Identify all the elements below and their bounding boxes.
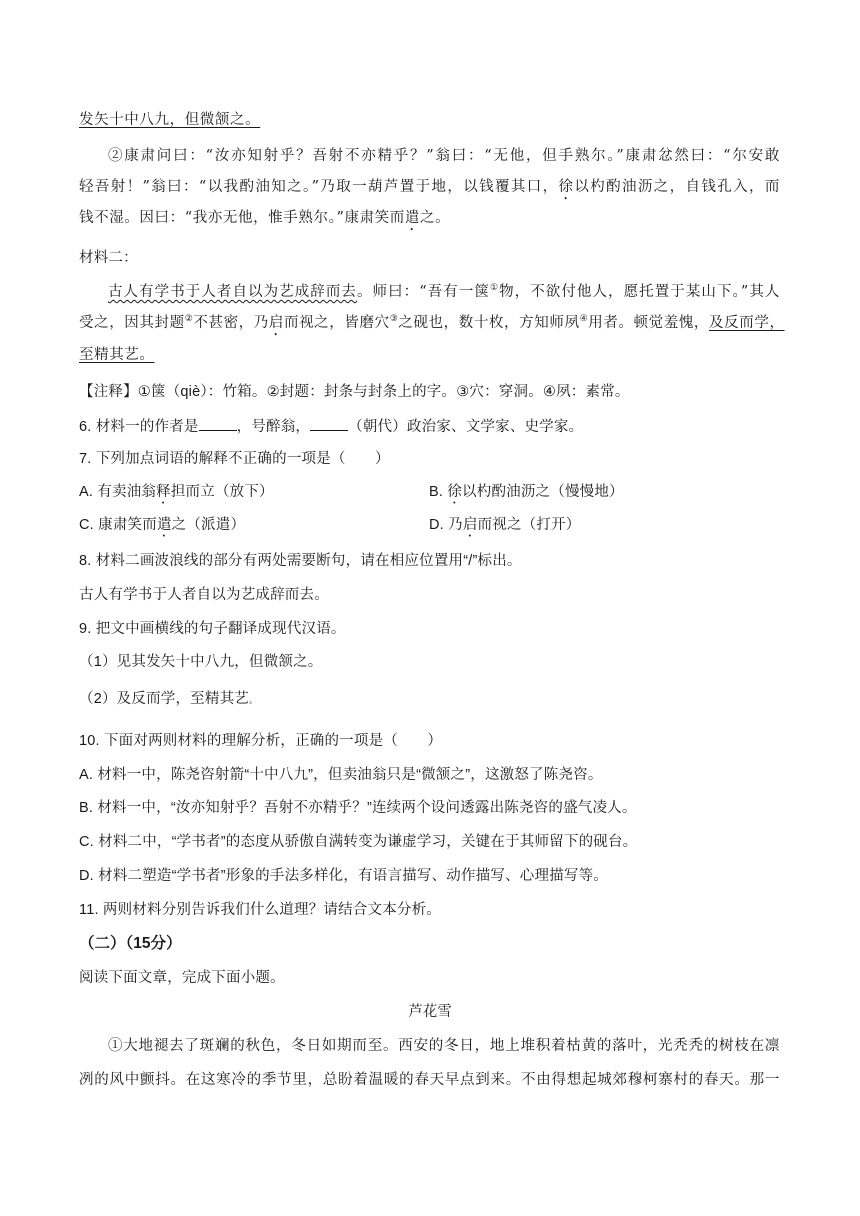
q7-option-b: B. 徐以杓酌油沥之（慢慢地） <box>429 484 624 500</box>
material1-paragraph2-line1: ②康肃问曰：“汝亦知射乎？吾射不亦精乎？”翁曰：“无他，但手熟尔。”康肃忿然曰：“尔安敢 <box>108 148 780 164</box>
section-2-heading: （二）（15分） <box>79 935 182 952</box>
q7-option-a: A. 有卖油翁释担而立（放下） <box>79 484 274 500</box>
dotted-char-qian: 遣 <box>404 210 420 226</box>
question-6: 6. 材料一的作者是 ，号醉翁， （朝代）政治家、文学家、史学家。 <box>79 416 780 437</box>
question-8-sentence: 古人有学书于人者自以为艺成辞而去。 <box>79 587 329 603</box>
question-9-item-2: （2）及反而学，至精其艺。 <box>79 691 259 707</box>
material2-heading: 材料二： <box>79 250 138 266</box>
question-7-stem: 7. 下列加点词语的解释不正确的一项是（ ） <box>79 451 390 467</box>
q10-option-b: B. 材料一中，“汝亦知射乎？吾射不亦精乎？”连续两个设问透露出陈尧咨的盛气凌人。 <box>79 800 637 816</box>
article-paragraph1-line2: 冽的风中颤抖。在这寒冷的季节里，总盼着温暖的春天早点到来。不由得想起城郊穆柯寨村的春天。那一 <box>79 1072 780 1088</box>
question-9-item-1: （1）见其发矢十中八九，但微颔之。 <box>79 654 323 670</box>
section-2-instruction: 阅读下面文章，完成下面小题。 <box>79 970 285 986</box>
q10-option-d: D. 材料二塑造“学书者”形象的手法多样化，有语言描写、动作描写、心理描写等。 <box>79 868 608 884</box>
question-8-stem: 8. 材料二画波浪线的部分有两处需要断句，请在相应位置用“/”标出。 <box>79 553 522 569</box>
q7-option-d: D. 乃启而视之（打开） <box>429 517 581 533</box>
answer-blank-author <box>199 416 237 431</box>
underlined-sentence-2a: 及反而学， <box>709 315 785 331</box>
dotted-char-xu: 徐 <box>558 179 575 195</box>
material2-line3 <box>79 345 780 365</box>
material2-line1: 古人有学书于人者自以为艺成辞而去。师曰：“吾有一箧①物，不欲付他人，愿托置于某山下。”其人 <box>108 283 781 300</box>
q10-option-a: A. 材料一中，陈尧咨射箭“十中八九”，但卖油翁只是“微颔之”，这激怒了陈尧咨。 <box>79 767 603 783</box>
material2-line2: 受之，因其封题②不甚密，乃启而视之，皆磨穴③之砚也，数十枚，方知师夙④用者。顿觉羞愧，及反而学， <box>79 314 785 331</box>
article-paragraph1-line1: ①大地褪去了斑斓的秋色，冬日如期而至。西安的冬日，地上堆积着枯黄的落叶，光秃秃的树枝在凛 <box>108 1038 780 1054</box>
question-9-stem: 9. 把文中画横线的句子翻译成现代汉语。 <box>79 621 346 637</box>
q7-option-c: C. 康肃笑而遣之（派遣） <box>79 517 246 533</box>
answer-blank-dynasty <box>310 416 348 431</box>
q10-option-c: C. 材料二中，“学书者”的态度从骄傲自满转变为谦虚学习，关键在于其师留下的砚台。 <box>79 834 638 850</box>
wavy-underline-sentence: 古人有学书于人者自以为艺成辞而去 <box>108 284 357 300</box>
question-10-stem: 10. 下面对两则材料的理解分析，正确的一项是（ ） <box>79 733 443 749</box>
material1-paragraph2-line3: 钱不湿。因曰：“我亦无他，惟手熟尔。”康肃笑而遣之。 <box>79 210 451 226</box>
material1-paragraph2-line2: 轻吾射！”翁曰：“以我酌油知之。”乃取一葫芦置于地，以钱覆其口，徐以杓酌油沥之，自钱孔入，而 <box>79 179 780 195</box>
annotation-notes: 【注释】①箧（qiè）：竹箱。②封题：封条与封条上的字。③穴：穿洞。④夙：素常。 <box>79 384 630 400</box>
underlined-sentence-2b: 至精其艺。 <box>79 347 155 363</box>
underlined-sentence-1: 发矢十中八九，但微颔之。 <box>79 112 261 128</box>
question-11: 11. 两则材料分别告诉我们什么道理？请结合文本分析。 <box>79 902 442 918</box>
dotted-char-qi: 启 <box>268 315 284 331</box>
article-title: 芦花雪 <box>408 1004 452 1020</box>
